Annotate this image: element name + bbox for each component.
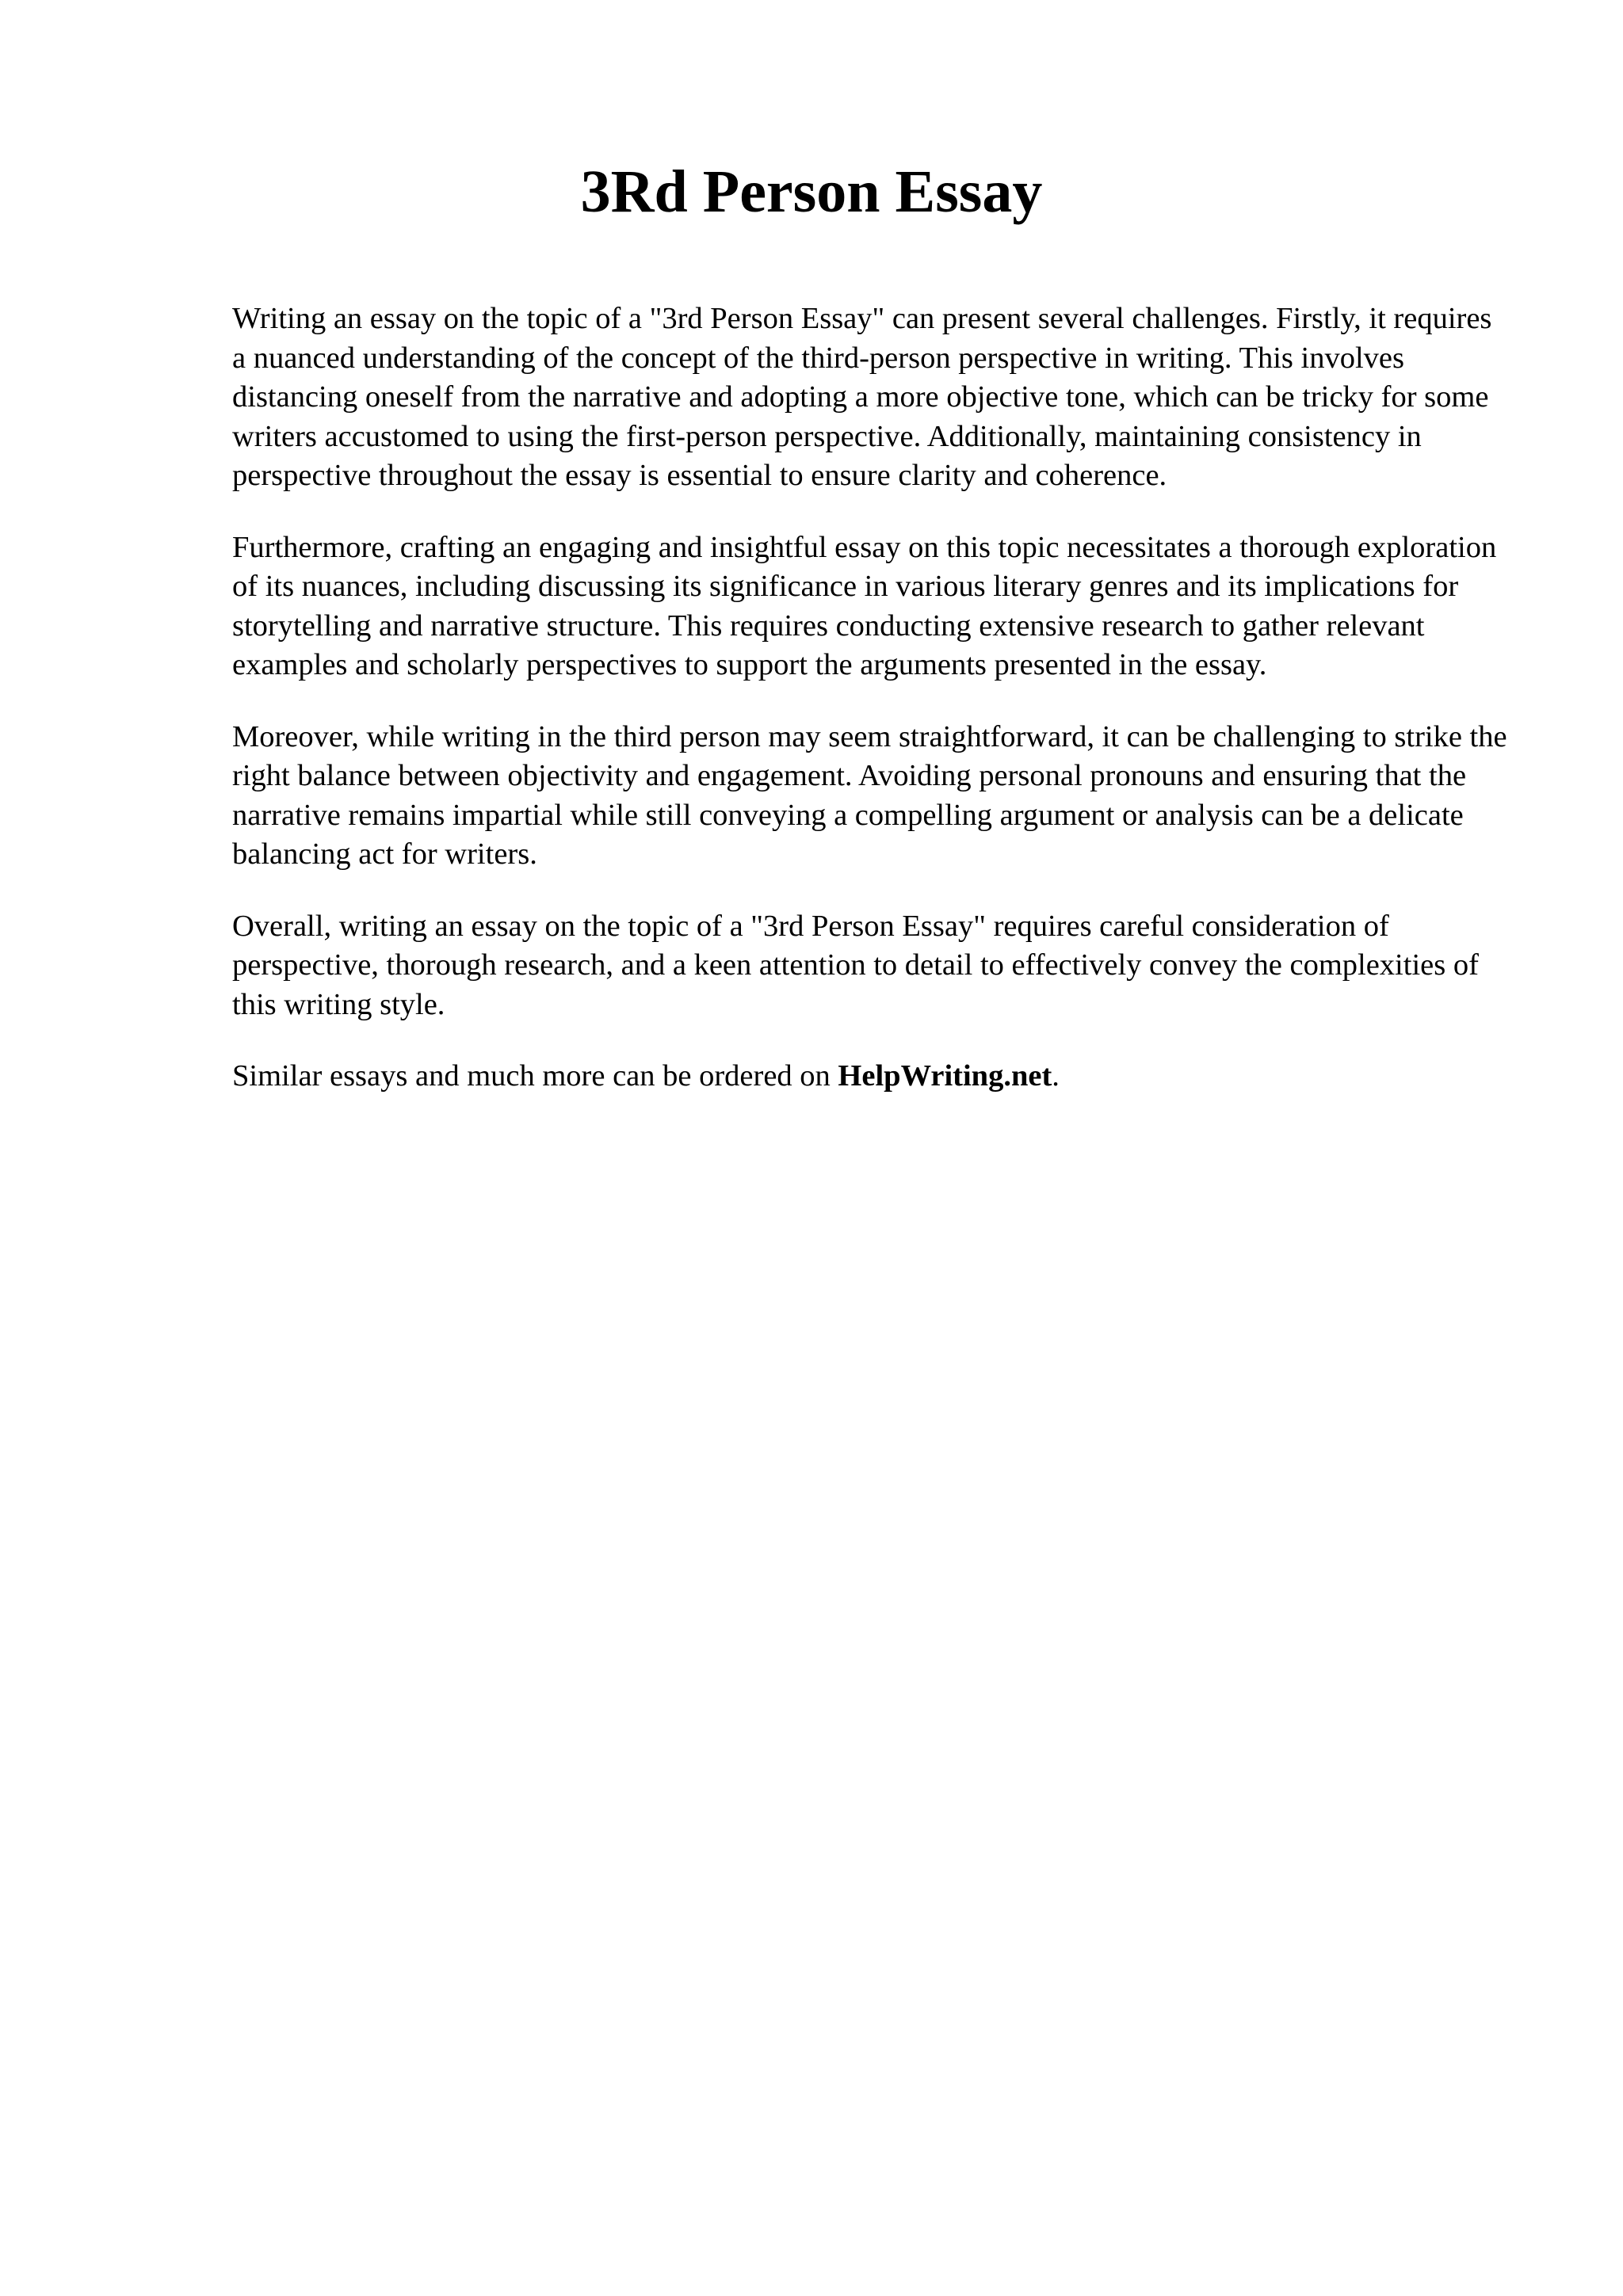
brand-name: HelpWriting.net: [838, 1059, 1052, 1093]
document-title: 3Rd Person Essay: [580, 158, 1043, 225]
document-body: [232, 299, 1512, 1129]
closing-suffix: .: [1052, 1059, 1060, 1093]
closing-prefix: Similar essays and much more can be ordered on: [232, 1059, 838, 1093]
paragraph-2: Furthermore, crafting an engaging and insightful essay on this topic necessitates a thorough exploration of its nuances, including discussing its significance in various literary genres and its implications for storytelling and narrative structure. This requires conducting extensive research to gather relevant examples and scholarly perspectives to support the arguments presented in the essay.: [232, 530, 1497, 681]
paragraph-3: Moreover, while writing in the third person may seem straightforward, it can be challenging to strike the right balance between objectivity and engagement. Avoiding personal pronouns and ensuring that the narrative remains impartial while still conveying a compelling argument or analysis can be a delicate balancing act for writers.: [232, 719, 1507, 871]
closing-line: [232, 1057, 1512, 1097]
paragraph-1: Writing an essay on the topic of a "3rd Person Essay" can present several challenges. Firstly, it requires a nuanced understanding of the concept of the third-person perspective in writing. This involves distancing oneself from the narrative and adopting a more objective tone, which can be tricky for some writers accustomed to using the first-person perspective. Additionally, maintaining consistency in perspective throughout the essay is essential to ensure clarity and coherence.: [232, 302, 1492, 492]
paragraph-4: Overall, writing an essay on the topic of a "3rd Person Essay" requires careful consideration of perspective, thorough research, and a keen attention to detail to effectively convey the complexities of this writing style.: [232, 909, 1479, 1021]
